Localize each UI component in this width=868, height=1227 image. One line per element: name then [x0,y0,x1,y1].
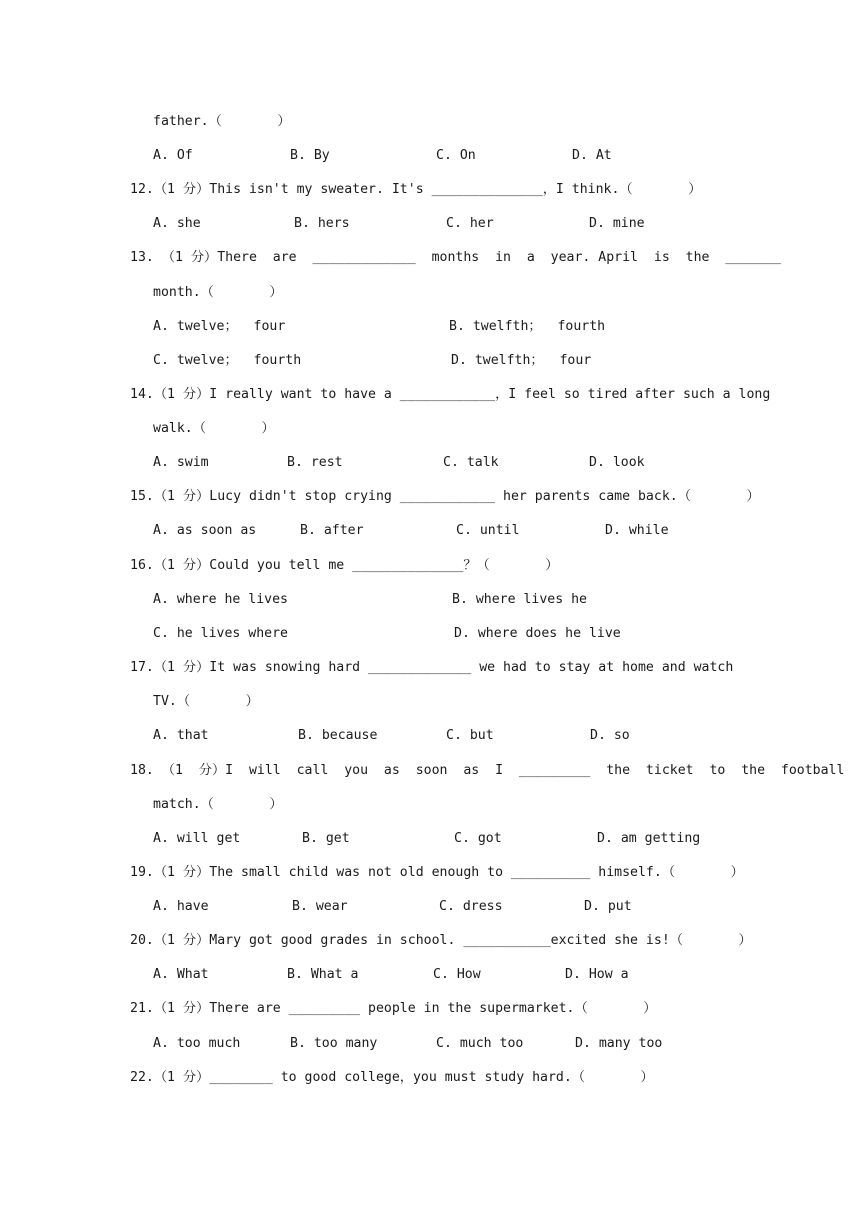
question-17-option-c: C. but [446,728,494,743]
question-18-stem-continuation: match.（ ） [153,797,283,812]
question-15-option-c: C. until [456,523,520,538]
question-21-option-c: C. much too [436,1036,524,1051]
question-14-stem: 14.（1 分）I really want to have a ____________，I feel so tired after such a long [130,387,771,402]
question-13-stem-continuation: month.（ ） [153,285,283,300]
question-17-option-a: A. that [153,728,209,743]
question-12-option-c: C. her [446,216,494,231]
question-16-stem: 16.（1 分）Could you tell me ______________？（ ） [130,558,559,573]
question-16-option-c: C. he lives where [153,626,288,641]
question-15-stem: 15.（1 分）Lucy didn't stop crying ____________ her parents came back.（ ） [130,489,760,504]
option-a: A. Of [153,148,193,163]
question-13-stem: 13. （1 分）There are _____________ months in a year. April is the _______ [130,250,781,265]
question-15-option-a: A. as soon as [153,523,257,538]
question-13-option-d: D. twelfth； four [451,353,592,368]
question-18-option-c: C. got [454,831,502,846]
question-13-option-c: C. twelve； fourth [153,353,302,368]
question-21-option-d: D. many too [575,1036,663,1051]
question-11-stem-continuation: father.（ ） [153,114,291,129]
question-14-option-b: B. rest [287,455,343,470]
question-12-stem: 12.（1 分）This isn't my sweater. It's ______________，I think.（ ） [130,182,702,197]
question-15-option-b: B. after [300,523,364,538]
question-18-option-d: D. am getting [597,831,701,846]
question-20-stem: 20.（1 分）Mary got good grades in school. ___________excited she is!（ ） [130,933,752,948]
question-18-option-a: A. will get [153,831,241,846]
question-14-stem-continuation: walk.（ ） [153,421,275,436]
question-17-stem: 17.（1 分）It was snowing hard _____________ we had to stay at home and watch [130,660,734,675]
question-13-option-b: B. twelfth； fourth [449,319,606,334]
question-19-option-c: C. dress [439,899,503,914]
question-19-option-a: A. have [153,899,209,914]
question-20-option-b: B. What a [287,967,359,982]
option-d: D. At [572,148,612,163]
question-12-option-a: A. she [153,216,201,231]
question-18-option-b: B. get [302,831,350,846]
option-c: C. On [436,148,476,163]
question-19-option-d: D. put [584,899,632,914]
question-16-option-d: D. where does he live [454,626,621,641]
question-14-option-d: D. look [589,455,645,470]
question-17-option-d: D. so [590,728,630,743]
question-21-stem: 21.（1 分）There are _________ people in the supermarket.（ ） [130,1001,657,1016]
question-14-option-c: C. talk [443,455,499,470]
question-22-stem: 22.（1 分）________ to good college，you must study hard.（ ） [130,1070,654,1085]
question-20-option-d: D. How a [565,967,629,982]
question-13-option-a: A. twelve； four [153,319,286,334]
question-21-option-a: A. too much [153,1036,241,1051]
question-20-option-c: C. How [433,967,481,982]
option-b: B. By [290,148,330,163]
question-16-option-a: A. where he lives [153,592,288,607]
question-16-option-b: B. where lives he [452,592,587,607]
question-12-option-d: D. mine [589,216,645,231]
question-18-stem: 18. （1 分）I will call you as soon as I _________ the ticket to the football [130,763,845,778]
question-12-option-b: B. hers [294,216,350,231]
question-19-option-b: B. wear [292,899,348,914]
question-20-option-a: A. What [153,967,209,982]
question-15-option-d: D. while [605,523,669,538]
question-14-option-a: A. swim [153,455,209,470]
question-17-option-b: B. because [298,728,378,743]
question-19-stem: 19.（1 分）The small child was not old enough to __________ himself.（ ） [130,865,744,880]
question-21-option-b: B. too many [290,1036,378,1051]
question-17-stem-continuation: TV.（ ） [153,694,259,709]
